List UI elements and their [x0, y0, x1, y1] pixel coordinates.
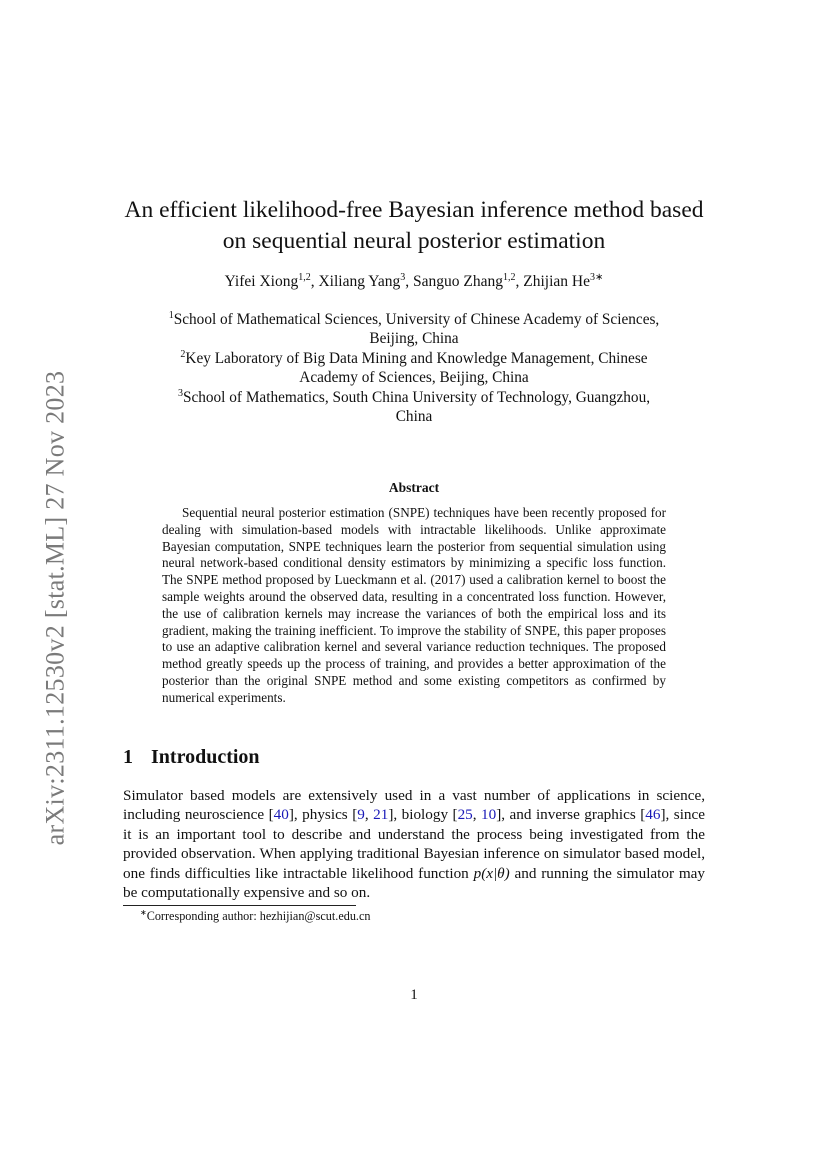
arxiv-id-text: arXiv:2311.12530v2 [stat.ML] 27 Nov 2023	[40, 370, 69, 845]
author: Sanguo Zhang$^{1,2}$,	[413, 272, 524, 290]
affiliation: $^3$School of Mathematics, South China University of Technology, Guangzhou, China	[177, 387, 651, 426]
title-line-1: An efficient likelihood-free Bayesian inference method based	[124, 197, 704, 223]
footnote-mark: ∗	[140, 908, 147, 917]
author-list	[100, 273, 728, 291]
arxiv-identifier-stamp	[40, 350, 70, 865]
footnote-divider	[123, 905, 356, 906]
footnote-text: Corresponding author: hezhijian@scut.edu.cn	[146, 909, 371, 923]
author: Yifei Xiong$^{1,2}$,	[224, 272, 319, 290]
citation-link[interactable]: 9	[357, 806, 365, 824]
citation-link[interactable]: 10	[481, 806, 497, 824]
affiliation-list	[128, 310, 700, 426]
citation-link[interactable]: 46	[645, 806, 661, 824]
section-heading-introduction	[123, 746, 260, 769]
section-number: 1	[123, 746, 133, 768]
paper-title	[100, 195, 728, 257]
citation-link[interactable]: 25	[457, 806, 473, 824]
abstract-text: Sequential neural posterior estimation (SNPE) techniques have been recently proposed for dealing with simulation-based models with intractable likelihoods. Unlike approximate Bayesian computation, SNPE techniques learn the posterior from sequential simulation using neural network-based conditional density estimators by minimizing a specific loss function. The SNPE method proposed by Lueckmann et al. (2017) used a calibration kernel to boost the sample weights around the observed data, resulting in a concentrated loss function. However, the use of calibration kernels may increase the variances of both the empirical loss and its gradient, making the training inefficient. To improve the stability of SNPE, this paper proposes to use an adaptive calibration kernel and several variance reduction techniques. The proposed method greatly speeds up the process of training, and provides a better approximation of the posterior than the original SNPE method and some existing competitors as confirmed by numerical experiments.	[162, 505, 666, 705]
affiliation: $^1$School of Mathematical Sciences, University of Chinese Academy of Sciences, Beijing, China	[168, 310, 660, 348]
author: Xiliang Yang$^3$,	[318, 272, 414, 290]
section-title: Introduction	[151, 746, 260, 768]
affiliation: $^2$Key Laboratory of Big Data Mining and Knowledge Management, Chinese Academy of Sciences, Beijing, China	[180, 348, 648, 387]
title-line-2: on sequential neural posterior estimation	[222, 228, 606, 254]
introduction-paragraph: Simulator based models are extensively used in a vast number of applications in science, including neuroscience [40], physics [9, 21], biology [25, 10], and inverse graphics [46], since it is an important tool to describe and understand the process being investigated from the provided observation. When applying traditional Bayesian inference on simulator based model, one finds difficulties like intractable likelihood function p(x|θ) and running the simulator may be computationally expensive and so on.	[123, 787, 706, 902]
citation-link[interactable]: 40	[273, 806, 289, 824]
math-likelihood: p(x|θ)	[473, 864, 510, 882]
page-number: 1	[410, 987, 418, 1003]
citation-link[interactable]: 21	[373, 806, 389, 824]
author: Zhijian $He^{3∗}$	[523, 272, 604, 290]
footnote	[140, 909, 370, 924]
abstract-heading: Abstract	[388, 480, 440, 495]
